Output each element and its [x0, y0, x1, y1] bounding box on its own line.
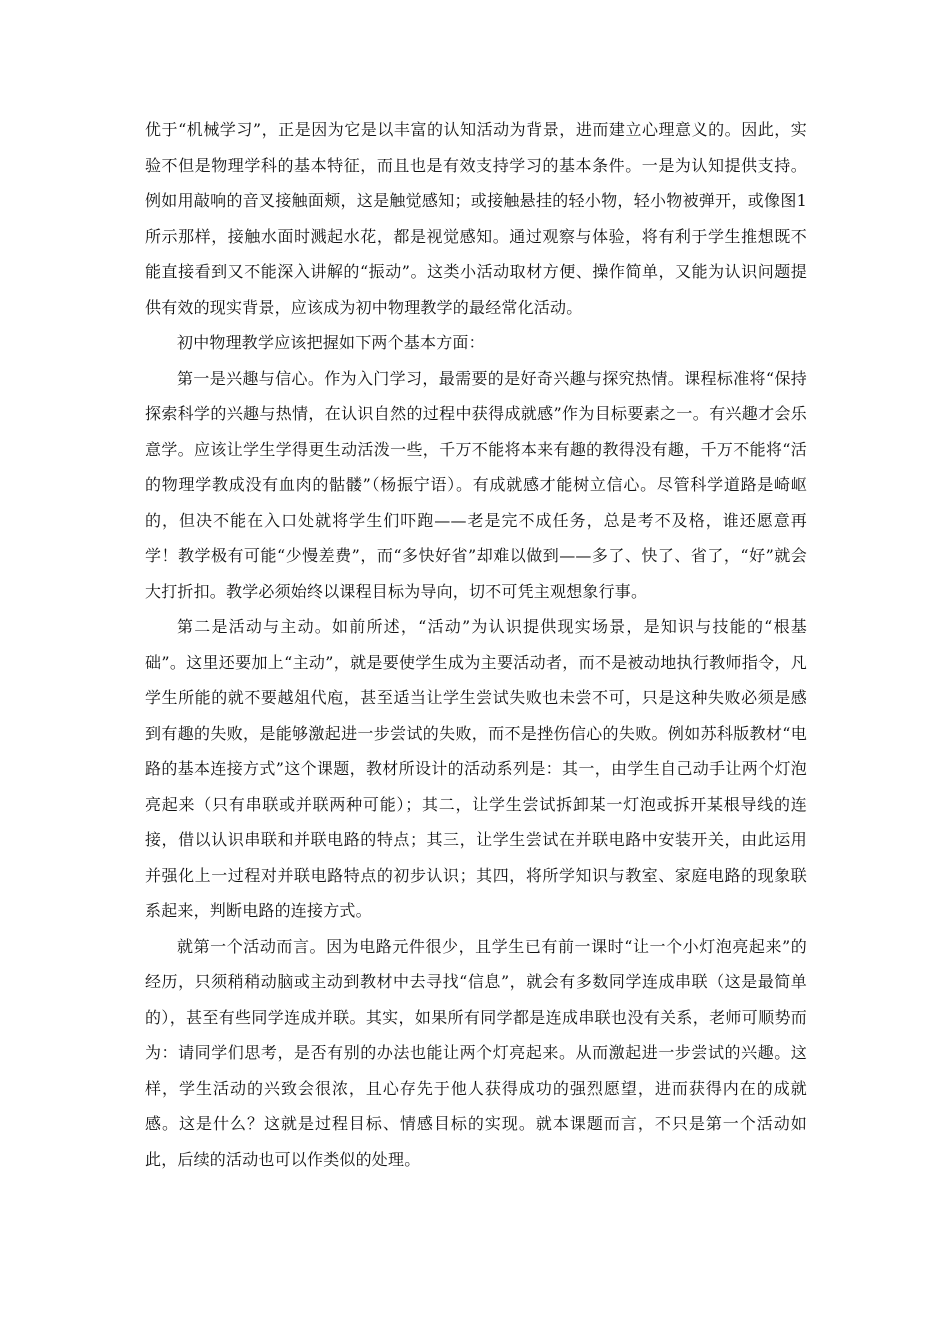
paragraph-4: 第二是活动与主动。如前所述，“活动”为认识提供现实场景，是知识与技能的“根基础”。这里还要加上“主动”，就是要使学生成为主要活动者，而不是被动地执行教师指令，凡学生所能的就不要越俎代庖，甚至适当让学生尝试失败也未尝不可，只是这种失败必须是感到有趣的失败，是能够激起进一步尝试的失败，而不是挫伤信心的失败。例如苏科版教材“电路的基本连接方式”这个课题，教材所设计的活动系列是：其一，由学生自己动手让两个灯泡亮起来（只有串联或并联两种可能）；其二，让学生尝试拆卸某一灯泡或拆开某根导线的连接，借以认识串联和并联电路的特点；其三，让学生尝试在并联电路中安装开关，由此运用并强化上一过程对并联电路特点的初步认识；其四，将所学知识与教室、家庭电路的现象联系起来，判断电路的连接方式。: [145, 617, 807, 920]
paragraph-2: 初中物理教学应该把握如下两个基本方面：: [177, 333, 485, 352]
paragraph-1: 优于“机械学习”，正是因为它是以丰富的认知活动为背景，进而建立心理意义的。因此，实验不但是物理学科的基本特征，而且也是有效支持学习的基本条件。一是为认知提供支持。例如用敲响的音叉接触面颊，这是触觉感知；或接触悬挂的轻小物，轻小物被弹开，或像图1所示那样，接触水面时溅起水花，都是视觉感知。通过观察与体验，将有利于学生推想既不能直接看到又不能深入讲解的“振动”。这类小活动取材方便、操作简单，又能为认识问题提供有效的现实背景，应该成为初中物理教学的最经常化活动。: [145, 120, 807, 317]
paragraph-3: 第一是兴趣与信心。作为入门学习，最需要的是好奇兴趣与探究热情。课程标准将“保持探索科学的兴趣与热情，在认识自然的过程中获得成就感”作为目标要素之一。有兴趣才会乐意学。应该让学生学得更生动活泼一些，千万不能将本来有趣的教得没有趣，千万不能将“活的物理学教成没有血肉的骷髅”（杨振宁语）。有成就感才能树立信心。尽管科学道路是崎岖的，但决不能在入口处就将学生们吓跑——老是完不成任务，总是考不及格，谁还愿意再学！教学极有可能“少慢差费”，而“多快好省”却难以做到——多了、快了、省了，“好”就会大打折扣。教学必须始终以课程目标为导向，切不可凭主观想象行事。: [145, 368, 807, 601]
paragraph-5: 就第一个活动而言。因为电路元件很少，且学生已有前一课时“让一个小灯泡亮起来”的经历，只须稍稍动脑或主动到教材中去寻找“信息”，就会有多数同学连成串联（这是最简单的），甚至有些同学连成并联。其实，如果所有同学都是连成串联也没有关系，老师可顺势而为：请同学们思考，是否有别的办法也能让两个灯亮起来。从而激起进一步尝试的兴趣。这样，学生活动的兴致会很浓，且心存先于他人获得成功的强烈愿望，进而获得内在的成就感。这是什么？这就是过程目标、情感目标的实现。就本课题而言，不只是第一个活动如此，后续的活动也可以作类似的处理。: [145, 936, 807, 1169]
document-body: [145, 112, 807, 1177]
